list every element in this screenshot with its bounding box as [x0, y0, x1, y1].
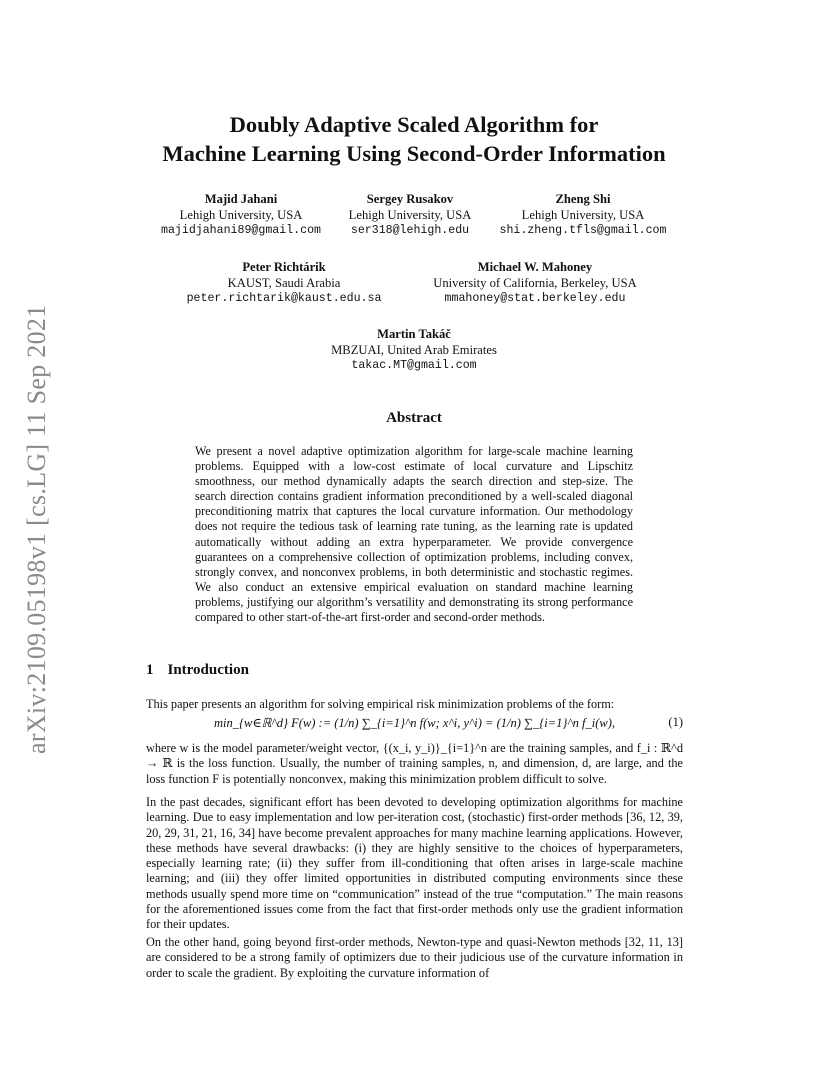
author-block: [299, 326, 529, 374]
author-name: Zheng Shi: [555, 192, 611, 206]
author-block: [150, 191, 332, 239]
author-block: [330, 191, 490, 239]
paper-title-line-2: Machine Learning Using Second-Order Information: [162, 141, 666, 166]
abstract-heading: Abstract: [386, 410, 442, 426]
section-heading-introduction: [146, 662, 249, 679]
author-affiliation: Lehigh University, USA: [348, 208, 472, 222]
equation-number: (1): [668, 715, 683, 729]
intro-paragraph-3: In the past decades, significant effort has been devoted to developing optimization algorithms for machine learning. Due to easy implementation and low per-iteration cost, (stochastic) first-order methods [36, 12, 39, 20, 29, 31, 21, 16, 34] have become prevalent approaches for many machine learning applications. However, these methods have several drawbacks: (i) they are highly sensitive to the choices of hyperparameters, especially learning rate; (ii) they suffer from ill-conditioning that often arises in large-scale machine learning; and (iii) they offer limited opportunities in distributed computing environments since these methods usually spend more time on “communication” instead of the true “computation.” The main reasons for the aforementioned issues come from the fact that first-order methods only use the gradient information for their updates.: [146, 795, 683, 932]
author-name: Sergey Rusakov: [366, 192, 454, 206]
intro-paragraph-4: On the other hand, going beyond first-order methods, Newton-type and quasi-Newton methods [32, 11, 13] are considered to be a strong family of optimizers due to their judicious use of the curvature information in order to scale the gradient. By exploiting the curvature information of: [146, 935, 683, 980]
intro-paragraph-1: This paper presents an algorithm for solving empirical risk minimization problems of the form:: [146, 697, 615, 711]
arxiv-identifier-stamp: [3, 290, 71, 754]
author-email[interactable]: mmahoney@stat.berkeley.edu: [444, 292, 626, 305]
arxiv-identifier-text: arXiv:2109.05198v1 [cs.LG] 11 Sep 2021: [22, 304, 51, 754]
abstract-text: We present a novel adaptive optimization algorithm for large-scale machine learning problems. Equipped with a low-cost estimate of local curvature and Lipschitz smoothness, our method dynamically adapts the search direction and step-size. The search direction contains gradient information preconditioned by a well-scaled diagonal preconditioning matrix that captures the local curvature information. Our methodology does not require the tedious task of learning rate tuning, as the learning rate is updated automatically without adding an extra hyperparameter. We provide convergence guarantees on a comprehensive collection of optimization problems, including convex, strongly convex, and nonconvex problems, in both deterministic and stochastic regimes. We also conduct an extensive empirical evaluation on standard machine learning problems, justifying our algorithm’s versatility and demonstrating its strong performance compared to other start-of-the-art first-order and second-order methods.: [195, 444, 633, 625]
author-block: [410, 259, 660, 307]
author-email[interactable]: majidjahani89@gmail.com: [160, 224, 322, 237]
paper-title-line-1: Doubly Adaptive Scaled Algorithm for: [229, 112, 599, 137]
author-name: Martin Takáč: [377, 327, 451, 341]
author-affiliation: Lehigh University, USA: [179, 208, 303, 222]
section-number: 1: [146, 662, 154, 678]
intro-paragraph-2: where w is the model parameter/weight vector, {(x_i, y_i)}_{i=1}^n are the training samples, and f_i : ℝ^d → ℝ is the loss function. Usually, the number of training samples, n, and dimension, d, are large, and the loss function F is potentially nonconvex, making this minimization problem difficult to solve.: [146, 741, 683, 786]
author-name: Michael W. Mahoney: [477, 260, 593, 274]
author-block: [170, 259, 398, 307]
equation-body: min_{w∈ℝ^d} F(w) := (1/n) ∑_{i=1}^n f(w; x^i, y^i) = (1/n) ∑_{i=1}^n f_i(w),: [214, 716, 615, 730]
author-email[interactable]: peter.richtarik@kaust.edu.sa: [186, 292, 382, 305]
author-affiliation: MBZUAI, United Arab Emirates: [331, 343, 497, 357]
equation-1: [146, 715, 683, 735]
author-affiliation: Lehigh University, USA: [521, 208, 645, 222]
author-affiliation: KAUST, Saudi Arabia: [227, 276, 341, 290]
author-block: [488, 191, 678, 239]
author-email[interactable]: takac.MT@gmail.com: [351, 359, 477, 372]
author-name: Peter Richtárik: [242, 260, 326, 274]
author-name: Majid Jahani: [204, 192, 278, 206]
author-email[interactable]: ser318@lehigh.edu: [350, 224, 470, 237]
section-title: Introduction: [167, 662, 249, 678]
author-email[interactable]: shi.zheng.tfls@gmail.com: [499, 224, 667, 237]
author-affiliation: University of California, Berkeley, USA: [433, 276, 637, 290]
